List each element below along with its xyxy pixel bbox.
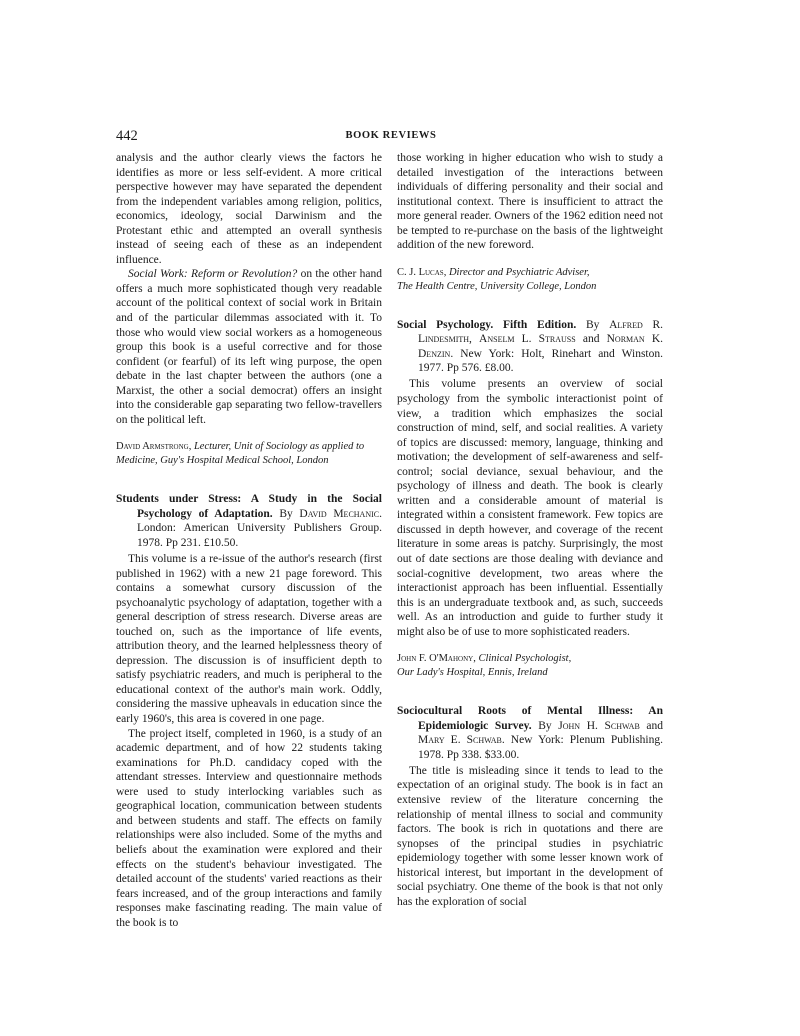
page-number: 442 <box>116 128 138 144</box>
page-header <box>116 128 666 146</box>
paragraph: those working in higher education who wish to study a detailed investigation of the interactions between individuals of differing personality and their social and institutional context. There is insufficient to attract the more general reader. Owners of the 1962 edition need not be tempted to re-purchase on the basis of the lightweight addition of the new foreword. <box>397 152 663 252</box>
reviewer-role: Director and Psychiatric Adviser, <box>448 266 590 278</box>
reviewer-signature: David Armstrong, Lecturer, Unit of Sociology as applied to Medicine, Guy's Hospital Medical School, London <box>116 441 365 467</box>
reviewer-name: John F. O'Mahony <box>397 653 474 665</box>
paragraph: This volume is a re-issue of the author's research (first published in 1962) with a new 21 page foreword. This contains a somewhat cursory discussion of the psychoanalytic psychology of adaptation, together with a general description of stress research. Diverse areas are touched on, such as the importance of life events, attribution theory, and the learned helplessness theory of depression. The discussion is of insufficient depth to satisfy psychiatric readers, and much is peripheral to the educational context of the author's main work. Oddly, considering the massive upheavals in education since the early 1960's, this area is covered in one page. <box>116 553 382 726</box>
review-author: Norman K. Denzin <box>418 333 664 360</box>
review-book-title: Students under Stress: A Study in the Social Psychology of Adaptation. <box>116 493 382 520</box>
reviewer-name: David Armstrong <box>116 441 189 453</box>
paragraph <box>116 267 382 427</box>
review-heading <box>397 704 663 762</box>
review-heading <box>397 318 663 376</box>
review-separator: and <box>575 333 607 346</box>
review-author: Anselm L. Strauss <box>479 333 576 346</box>
reviewer-signature: John F. O'Mahony, Clinical Psychologist, Our Lady's Hospital, Ennis, Ireland <box>397 653 572 679</box>
paragraph-text: on the other hand offers a much more sophisticated though very readable account of the political context of social work in Britain and of the particular dilemmas associated with it. To those who would view social workers as a homogeneous group this book is a useful corrective and for those confident (or fearful) of its left wing purpose, the open debate in the last chapter between the authors (one a Marxist, the other a social democrat) offers an insight into the considerable gap separating two fellow-travellers on the political left. <box>116 268 382 426</box>
review-author: Alfred R. Lindesmith <box>418 318 663 346</box>
reviewer-affiliation: Lecturer, Unit of Sociology as applied to Medicine, Guy's Hospital Medical School, London <box>116 441 365 467</box>
review-author: Mary E. Schwab <box>418 734 502 747</box>
right-column <box>397 151 663 909</box>
reviewer-affiliation: The Health Centre, University College, London <box>397 280 597 292</box>
review-book-title: Social Psychology. Fifth Edition. <box>397 318 577 331</box>
reviewer-role: Clinical Psychologist, <box>478 653 572 665</box>
paragraph: The project itself, completed in 1960, is a study of an academic department, and of how 22 students taking examinations for Ph.D. candidacy coped with the attendant stresses. Interview and questionnaire methods were used to study interlocking variables such as geographical location, communication between students and between students and staff. The effects on family relationships were also included. Some of the myths and beliefs about the examination were explored and their effects on the student's behaviour investigated. The detailed account of the students' varied reactions as their fears increased, and of the group interactions and family responses make fascinating reading. The main value of the book is to <box>116 727 382 929</box>
review-author: John H. Schwab <box>558 719 640 732</box>
reviewer-signature: C. J. Lucas, Director and Psychiatric Adviser, The Health Centre, University College, London <box>397 266 597 292</box>
paragraph: The title is misleading since it tends to lead to the expectation of an original study. The book is in fact an extensive review of the literature concerning the relationship of mental illness to social and community factors. The book is rich in quotations and there are synopses of the principal studies in psychiatric epidemiology together with some lesser known work of historical interest, but important in the development of social psychiatry. One theme of the book is that not only has the exploration of social <box>397 764 663 908</box>
paragraph: This volume presents an overview of social psychology from the symbolic interactionist point of view, a tradition which emphasizes the social construction of mind, self, and social realities. A variety of topics are discussed: memory, language, thinking and motivation; the development of self-awareness and self-control; social deviance, sexual behaviour, and the psychology of illness and death. The book is clearly written and a considerable amount of material is integrated within a consistent framework. Few topics are discussed in depth however, and coverage of the recent literature in some areas is patchy. Surprisingly, the most out of date sections are those dealing with deviance and social-cognitive development, two areas where the interactionist approach has been influential. Essentially this is an undergraduate textbook and, as such, succeeds well. As an introduction and guide to further study it might also be of use to more sophisticated readers. <box>397 378 663 638</box>
review-by: By <box>272 507 300 520</box>
book-title: Social Work: Reform or Revolution? <box>128 268 298 281</box>
review-publication: . London: American University Publishers Group. 1978. Pp 231. £10.50. <box>137 507 382 549</box>
review-by: By <box>531 719 559 732</box>
review-separator: , <box>469 333 480 346</box>
review-heading <box>116 492 382 550</box>
reviewer-name: C. J. Lucas <box>397 266 444 278</box>
left-column <box>116 151 382 930</box>
review-by: By <box>576 318 610 331</box>
review-separator: and <box>639 719 663 732</box>
review-publication: . New York: Plenum Publishing. 1978. Pp 338. $33.00. <box>418 734 663 761</box>
review-publication: . New York: Holt, Rinehart and Winston. 1977. Pp 576. £8.00. <box>418 347 663 375</box>
reviewer-affiliation: Our Lady's Hospital, Ennis, Ireland <box>397 667 548 679</box>
paragraph: analysis and the author clearly views the factors he identifies as more or less self-evident. A more critical perspective however may have separated the dependent from the independent variables among religion, politics, economics, ideology, social Darwinism and the Protestant ethic and attempted an overall synthesis instead of seeing each of these as an independent influence. <box>116 152 382 266</box>
review-book-title: Sociocultural Roots of Mental Illness: An Epidemiologic Survey. <box>397 705 663 732</box>
review-author: David Mechanic <box>299 507 380 520</box>
running-head: BOOK REVIEWS <box>345 130 437 141</box>
